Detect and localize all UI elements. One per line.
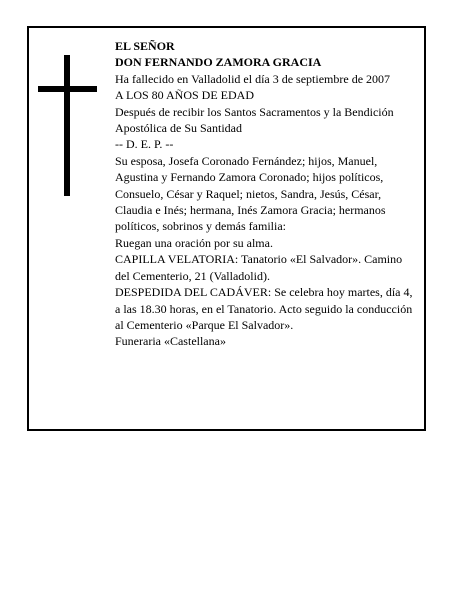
obituary-text (115, 38, 419, 350)
farewell-info: DESPEDIDA DEL CADÁVER: Se celebra hoy martes, día 4, a las 18.30 horas, en el Tanatorio. Acto seguido la conducción al Cementerio «Parque El Salvador». (115, 285, 413, 332)
age-statement: A LOS 80 AÑOS DE EDAD (115, 88, 255, 103)
deceased-name: DON FERNANDO ZAMORA GRACIA (115, 55, 322, 70)
cross-horizontal-bar (38, 86, 97, 92)
obituary-title: EL SEÑOR (115, 39, 175, 53)
funeral-home: Funeraria «Castellana» (115, 334, 226, 349)
cross-vertical-bar (64, 55, 70, 196)
rip-line: -- D. E. P. -- (115, 137, 174, 152)
death-statement: Ha fallecido en Valladolid el día 3 de septiembre de 2007 (115, 71, 391, 86)
family-list: Su esposa, Josefa Coronado Fernández; hijos, Manuel, Agustina y Fernando Zamora Coronado; hijos políticos, Consuelo, César y Raquel; nietos, Sandra, Jesús, César, Claudia e Inés; hermana, Inés Zamora Gracia; hermanos políticos, sobrinos y demás familia: (115, 153, 386, 234)
sacraments-statement: Después de recibir los Santos Sacramentos y la Bendición Apostólica de Su Santidad (115, 104, 394, 136)
chapel-info: CAPILLA VELATORIA: Tanatorio «El Salvador». Camino del Cementerio, 21 (Valladolid). (115, 252, 403, 283)
latin-cross-icon (38, 55, 97, 196)
prayer-request: Ruegan una oración por su alma. (115, 235, 273, 250)
